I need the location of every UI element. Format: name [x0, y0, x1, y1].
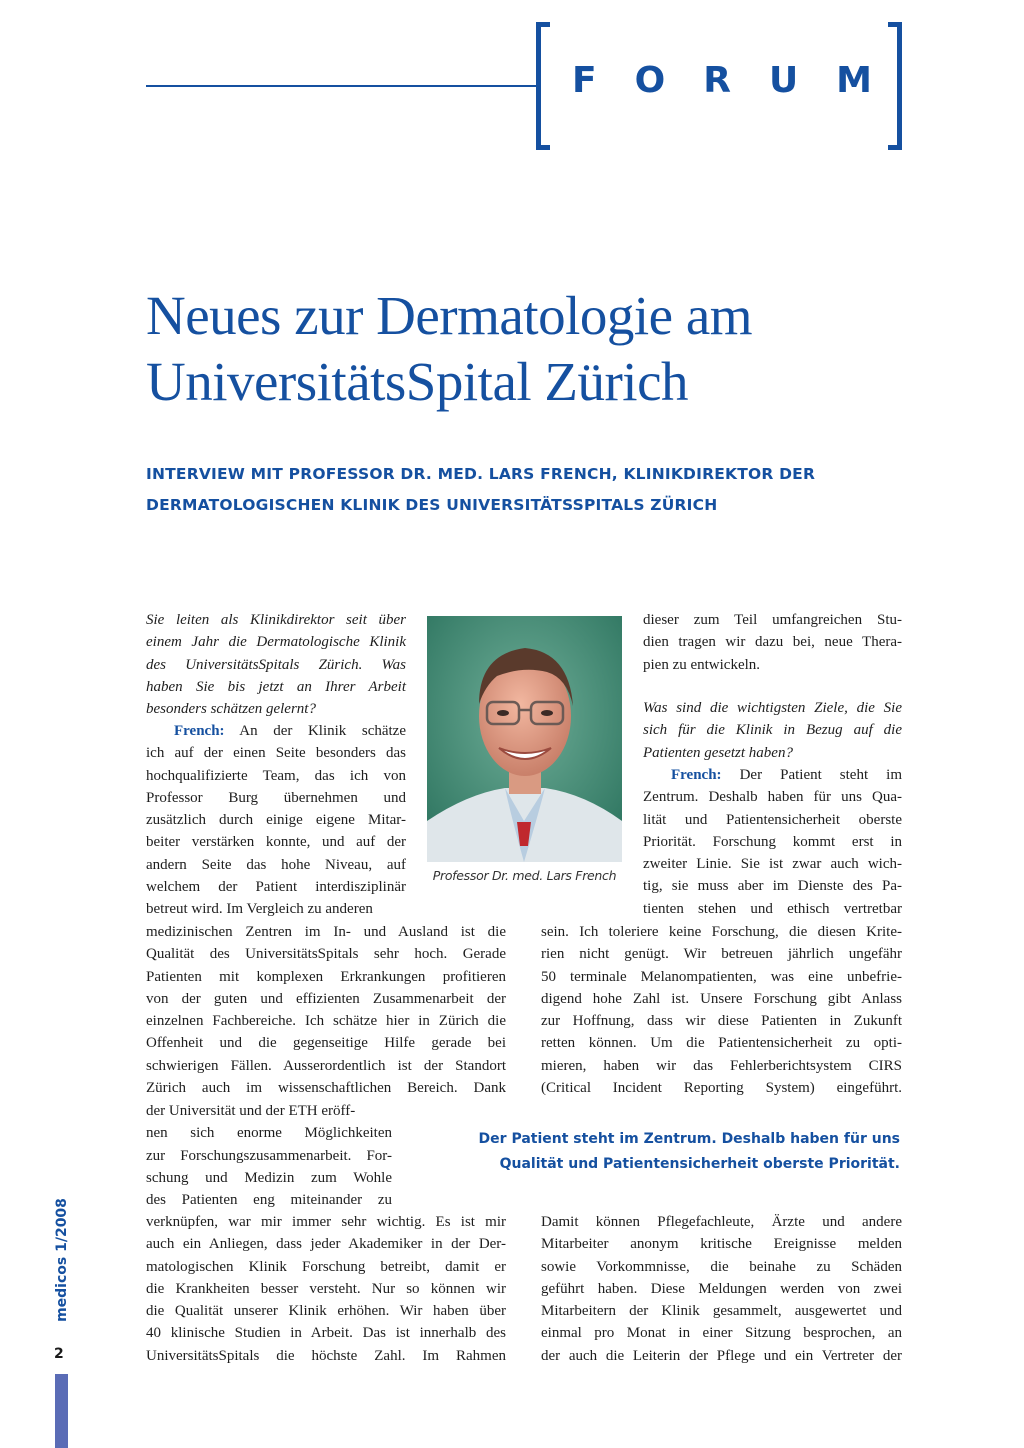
section-letter: M [836, 60, 872, 101]
text-line: einmal pro Monat in einer Sitzung besprochen, an [541, 1325, 902, 1342]
text-line: lität und Patientensicherheit oberste [643, 811, 902, 828]
text-line: haben Sie bis jetzt an Ihrer Arbeit [146, 678, 406, 695]
section-letter: U [768, 60, 799, 101]
answer-2-wide [541, 921, 902, 1099]
answer-1-narrow [146, 720, 406, 921]
answer-1-continued [643, 609, 902, 676]
text-line: sowie Vorkommnisse, die beinahe zu Schäden [541, 1258, 902, 1275]
text-line: Patienten mit komplexen Erkrankungen profitieren [146, 968, 506, 985]
speaker-label: French: [671, 767, 722, 783]
text-line: matologischen Klinik Forschung betreibt, damit er [146, 1258, 506, 1275]
section-letter: R [703, 60, 731, 101]
portrait-illustration [427, 616, 622, 862]
text-line: zusätzlich durch einige eigene Mitar- [146, 812, 406, 829]
answer-1-wide [146, 921, 506, 1099]
publication-name: medicos 1/2008 [54, 1198, 70, 1322]
text-line: zur Forschungszusammenarbeit. For- [146, 1147, 392, 1164]
text-line: retten können. Um die Patientensicherheit zu opti- [541, 1035, 902, 1052]
text-line: die Qualität unserer Klinik erhöhen. Wir haben über [146, 1303, 506, 1320]
text-line: schwierigen Fällen. Ausserordentlich ist der Standort [146, 1057, 506, 1074]
header-bracket-right [888, 22, 902, 150]
article-title [146, 283, 966, 415]
text-line: Mitarbeiter anonym kritische Ereignisse melden [541, 1236, 902, 1253]
text-line: 40 klinische Studien in Arbeit. Das ist innerhalb des [146, 1325, 506, 1342]
text-line: dieser zum Teil umfangreichen Stu- [643, 612, 902, 628]
text-line: sein. Ich toleriere keine Forschung, die diesen Krite- [541, 924, 902, 940]
text-line: Sie leiten als Klinikdirektor seit über [146, 612, 406, 628]
text-line: tienten stehen und ethisch vertretbar [643, 900, 902, 917]
section-label [572, 60, 872, 110]
header-rule [146, 85, 536, 87]
text-line: des Patienten eng miteinander zu [146, 1192, 392, 1209]
pull-quote-line: Der Patient steht im Zentrum. Deshalb haben für uns [478, 1131, 900, 1147]
text-line: beiter verstärken konnte, und auf der [146, 834, 406, 851]
text-line: Mitarbeitern der Klinik gesammelt, ausgewertet und [541, 1303, 902, 1320]
text-line: Qualität des UniversitätsSpitals sehr hoch. Gerade [146, 946, 506, 963]
text-fragment: An der Klinik schätze [224, 723, 406, 739]
side-accent-bar [55, 1374, 68, 1448]
text-line: 50 terminale Melanompatienten, was eine unbefrie- [541, 968, 902, 985]
text-line: der Universität und der ETH eröff- [146, 1103, 356, 1119]
text-line: ich auf der einen Seite besonders das [146, 745, 406, 762]
speaker-label: French: [174, 723, 225, 739]
text-line: Was sind die wichtigsten Ziele, die Sie [643, 700, 902, 716]
subtitle-line: INTERVIEW MIT PROFESSOR DR. MED. LARS FRENCH, KLINIKDIREKTOR DER [146, 465, 816, 483]
text-line: die Krankheiten besser versteht. Nur so können wir [146, 1280, 506, 1297]
text-line: nen sich enorme Möglichkeiten [146, 1125, 392, 1142]
text-line: dien tragen wir dazu bei, neue Thera- [643, 634, 902, 651]
text-line: des UniversitätsSpitals Zürich. Was [146, 656, 406, 673]
text-line: mieren, haben wir das Fehlerberichtsystem CIRS [541, 1057, 902, 1074]
answer-1-short [146, 1100, 392, 1211]
text-line: betreut wird. Im Vergleich zu anderen [146, 901, 373, 918]
answer-2-end [541, 1211, 902, 1367]
text-line [643, 764, 902, 786]
text-line: sich für die Klinik in Bezug auf die [643, 722, 902, 739]
title-line: Neues zur Dermatologie am [146, 285, 753, 346]
article-subtitle [146, 459, 906, 521]
answer-2-narrow [643, 764, 902, 920]
question-1 [146, 609, 406, 720]
pull-quote [460, 1127, 900, 1177]
text-line: hochqualifizierte Team, das ich von [146, 767, 406, 784]
header-bracket-left [536, 22, 550, 150]
text-line: UniversitätsSpitals die höchste Zahl. Im Rahmen [146, 1347, 506, 1364]
text-line: einem Jahr die Dermatologische Klinik [146, 634, 406, 651]
text-line [146, 720, 406, 742]
text-line: Priorität. Forschung kommt erst in [643, 833, 902, 850]
text-line: zur Hoffnung, dass wir diese Patienten in Zukunft [541, 1013, 902, 1030]
text-line: einzelnen Fachbereiche. Ich schätze hier in Zürich die [146, 1013, 506, 1030]
text-line: der auch die Leiterin der Pflege und ein Vertreter der [541, 1347, 902, 1364]
text-line: Zürich auch im wissenschaftlichen Bereich. Dank [146, 1080, 506, 1097]
text-line: digend hohe Zahl ist. Unsere Forschung gibt Anlass [541, 990, 902, 1007]
page-number: 2 [54, 1346, 64, 1362]
subtitle-line: DERMATOLOGISCHEN KLINIK DES UNIVERSITÄTSSPITALS ZÜRICH [146, 496, 718, 514]
text-fragment: Der Patient steht im [721, 767, 902, 783]
portrait-photo [427, 616, 622, 862]
text-line: von der guten und effizienten Zusammenarbeit der [146, 990, 506, 1007]
text-line: auch ein Anliegen, dass jeder Akademiker in der Der- [146, 1236, 506, 1253]
text-line: welchem der Patient interdisziplinär [146, 879, 406, 896]
text-line: Patienten gesetzt haben? [643, 744, 793, 761]
text-line: Offenheit und die gegenseitige Hilfe gerade bei [146, 1035, 506, 1052]
text-line: Zentrum. Deshalb haben für uns Qua- [643, 789, 902, 806]
text-line: besonders schätzen gelernt? [146, 701, 316, 718]
text-line: geführt haben. Diese Meldungen werden von zwei [541, 1280, 902, 1297]
text-line: (Critical Incident Reporting System) eingeführt. [541, 1080, 902, 1097]
text-line: pien zu entwickeln. [643, 656, 761, 673]
text-line: Professor Burg übernehmen und [146, 789, 406, 806]
text-line: verknüpfen, war mir immer sehr wichtig. Es ist mir [146, 1214, 506, 1230]
section-letter: O [634, 60, 666, 101]
answer-1-end [146, 1211, 506, 1367]
text-line: zweiter Linie. Sie ist zwar auch wich- [643, 856, 902, 873]
text-line: schung und Medizin zum Wohle [146, 1169, 392, 1186]
text-line: medizinischen Zentren im In- und Ausland ist die [146, 924, 506, 940]
question-2 [643, 697, 902, 764]
text-line: tig, sie muss aber im Dienste des Pa- [643, 878, 902, 895]
photo-caption: Professor Dr. med. Lars French [432, 868, 617, 883]
publication-folio [30, 1196, 94, 1324]
text-line: rien nicht genügt. Wir betreuen jährlich ungefähr [541, 946, 902, 963]
text-line: Damit können Pflegefachleute, Ärzte und andere [541, 1214, 902, 1230]
section-letter: F [572, 60, 597, 101]
title-line: UniversitätsSpital Zürich [146, 351, 688, 412]
pull-quote-line: Qualität und Patientensicherheit oberste Priorität. [499, 1156, 900, 1172]
text-line: andern Seite das hohe Niveau, auf [146, 856, 406, 873]
